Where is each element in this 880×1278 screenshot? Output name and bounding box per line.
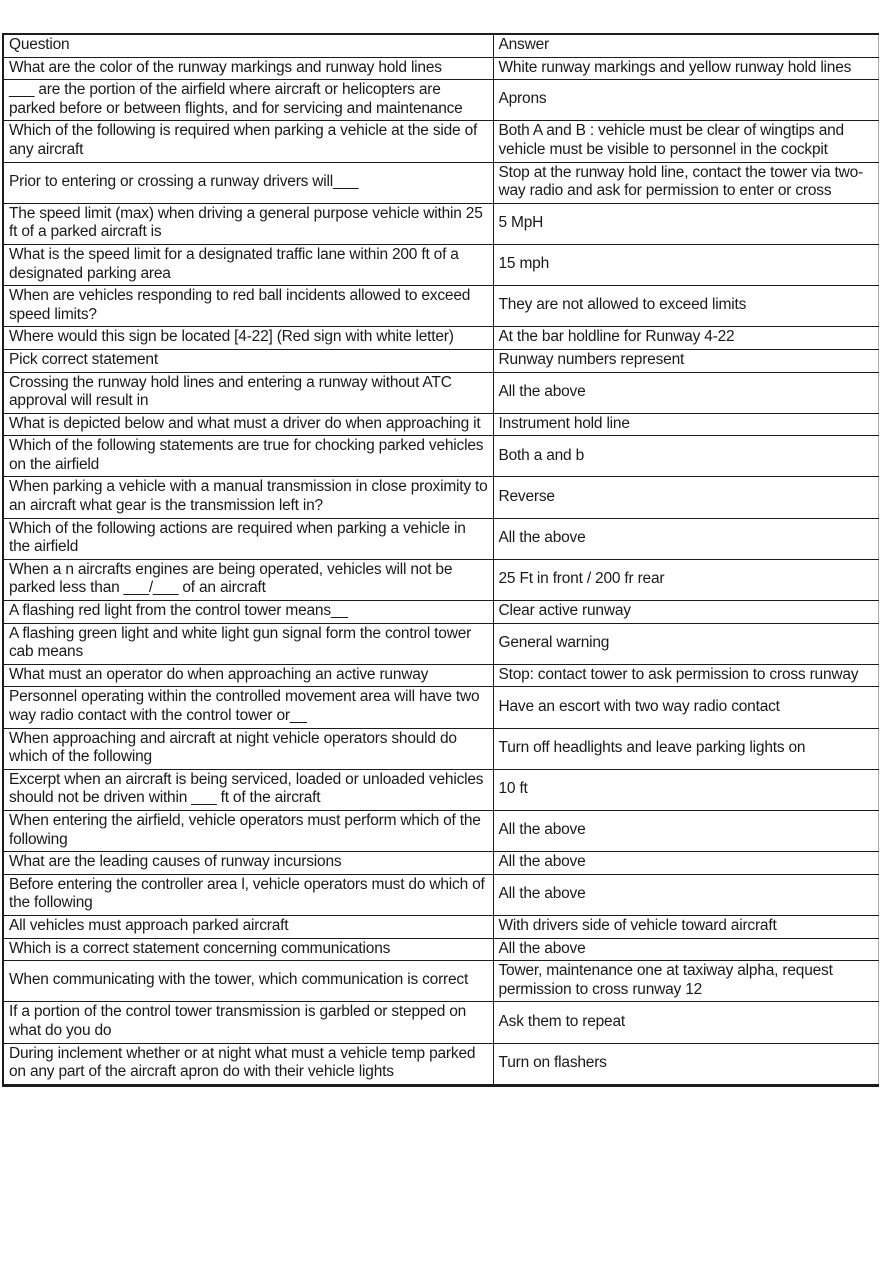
question-answer-table	[2, 33, 879, 1087]
question-cell: Crossing the runway hold lines and entering a runway without ATC approval will result in	[3, 372, 493, 413]
table-row	[3, 349, 878, 372]
answer-cell: 5 MpH	[493, 203, 878, 244]
table-row	[3, 664, 878, 687]
answer-cell: Both a and b	[493, 436, 878, 477]
question-cell: Which of the following actions are required when parking a vehicle in the airfield	[3, 518, 493, 559]
question-cell: All vehicles must approach parked aircraft	[3, 915, 493, 938]
table-row	[3, 518, 878, 559]
table-row	[3, 769, 878, 810]
question-cell: Which is a correct statement concerning communications	[3, 938, 493, 961]
table-row	[3, 1043, 878, 1085]
answer-cell: All the above	[493, 938, 878, 961]
table-row	[3, 915, 878, 938]
answer-cell: Ask them to repeat	[493, 1002, 878, 1043]
answer-cell: Stop: contact tower to ask permission to cross runway	[493, 664, 878, 687]
answer-cell: Runway numbers represent	[493, 349, 878, 372]
question-cell: When entering the airfield, vehicle operators must perform which of the following	[3, 810, 493, 851]
answer-cell: Instrument hold line	[493, 413, 878, 436]
answer-cell: Aprons	[493, 80, 878, 121]
table-row	[3, 623, 878, 664]
table-row	[3, 1002, 878, 1043]
answer-cell: All the above	[493, 874, 878, 915]
question-cell: The speed limit (max) when driving a general purpose vehicle within 25 ft of a parked aircraft is	[3, 203, 493, 244]
table-row	[3, 852, 878, 875]
table-row	[3, 687, 878, 728]
table-row	[3, 121, 878, 162]
question-cell: What are the color of the runway markings and runway hold lines	[3, 57, 493, 80]
answer-cell: Turn off headlights and leave parking lights on	[493, 728, 878, 769]
table-row	[3, 874, 878, 915]
question-cell: A flashing green light and white light gun signal form the control tower cab means	[3, 623, 493, 664]
answer-cell: With drivers side of vehicle toward aircraft	[493, 915, 878, 938]
answer-cell: They are not allowed to exceed limits	[493, 286, 878, 327]
answer-cell: Tower, maintenance one at taxiway alpha, request permission to cross runway 12	[493, 961, 878, 1002]
table-row	[3, 80, 878, 121]
question-cell: Which of the following is required when parking a vehicle at the side of any aircraft	[3, 121, 493, 162]
answer-cell: Reverse	[493, 477, 878, 518]
table-row	[3, 203, 878, 244]
table-row	[3, 436, 878, 477]
table-row	[3, 413, 878, 436]
table-row	[3, 372, 878, 413]
question-cell: A flashing red light from the control tower means__	[3, 601, 493, 624]
answer-cell: Both A and B : vehicle must be clear of wingtips and vehicle must be visible to personnel in the cockpit	[493, 121, 878, 162]
answer-cell: White runway markings and yellow runway hold lines	[493, 57, 878, 80]
question-cell: What must an operator do when approaching an active runway	[3, 664, 493, 687]
question-cell: Personnel operating within the controlled movement area will have two way radio contact with the control tower or__	[3, 687, 493, 728]
answer-cell: Have an escort with two way radio contact	[493, 687, 878, 728]
question-cell: Excerpt when an aircraft is being serviced, loaded or unloaded vehicles should not be driven within ___ ft of the aircraft	[3, 769, 493, 810]
answer-cell: All the above	[493, 518, 878, 559]
table-row	[3, 810, 878, 851]
table-row	[3, 559, 878, 600]
table-row	[3, 477, 878, 518]
question-cell: Where would this sign be located [4-22] (Red sign with white letter)	[3, 327, 493, 350]
table-row	[3, 286, 878, 327]
answer-cell: Clear active runway	[493, 601, 878, 624]
answer-cell: Turn on flashers	[493, 1043, 878, 1085]
question-cell: What is depicted below and what must a driver do when approaching it	[3, 413, 493, 436]
qa-table-container	[2, 33, 880, 1087]
answer-cell: All the above	[493, 852, 878, 875]
question-cell: ___ are the portion of the airfield where aircraft or helicopters are parked before or between flights, and for servicing and maintenance	[3, 80, 493, 121]
question-cell: When communicating with the tower, which communication is correct	[3, 961, 493, 1002]
answer-cell: 10 ft	[493, 769, 878, 810]
answer-cell: 15 mph	[493, 244, 878, 285]
question-cell: When approaching and aircraft at night vehicle operators should do which of the following	[3, 728, 493, 769]
question-cell: During inclement whether or at night what must a vehicle temp parked on any part of the aircraft apron do with their vehicle lights	[3, 1043, 493, 1085]
table-row	[3, 938, 878, 961]
question-cell: Prior to entering or crossing a runway drivers will___	[3, 162, 493, 203]
answer-cell: All the above	[493, 372, 878, 413]
table-row	[3, 327, 878, 350]
table-row	[3, 728, 878, 769]
question-cell: When parking a vehicle with a manual transmission in close proximity to an aircraft what gear is the transmission left in?	[3, 477, 493, 518]
question-cell: Before entering the controller area l, vehicle operators must do which of the following	[3, 874, 493, 915]
answer-cell: At the bar holdline for Runway 4-22	[493, 327, 878, 350]
question-column-header: Question	[3, 34, 493, 57]
question-cell: Which of the following statements are true for chocking parked vehicles on the airfield	[3, 436, 493, 477]
question-cell: If a portion of the control tower transmission is garbled or stepped on what do you do	[3, 1002, 493, 1043]
table-row	[3, 961, 878, 1002]
question-cell: What is the speed limit for a designated traffic lane within 200 ft of a designated parking area	[3, 244, 493, 285]
table-row	[3, 601, 878, 624]
answer-column-header: Answer	[493, 34, 878, 57]
table-row	[3, 57, 878, 80]
table-row	[3, 162, 878, 203]
answer-cell: Stop at the runway hold line, contact the tower via two-way radio and ask for permission to enter or cross	[493, 162, 878, 203]
header-row	[3, 34, 878, 57]
answer-cell: General warning	[493, 623, 878, 664]
question-cell: What are the leading causes of runway incursions	[3, 852, 493, 875]
answer-cell: 25 Ft in front / 200 fr rear	[493, 559, 878, 600]
question-cell: When are vehicles responding to red ball incidents allowed to exceed speed limits?	[3, 286, 493, 327]
question-cell: Pick correct statement	[3, 349, 493, 372]
answer-cell: All the above	[493, 810, 878, 851]
question-cell: When a n aircrafts engines are being operated, vehicles will not be parked less than ___/___ of an aircraft	[3, 559, 493, 600]
table-row	[3, 244, 878, 285]
